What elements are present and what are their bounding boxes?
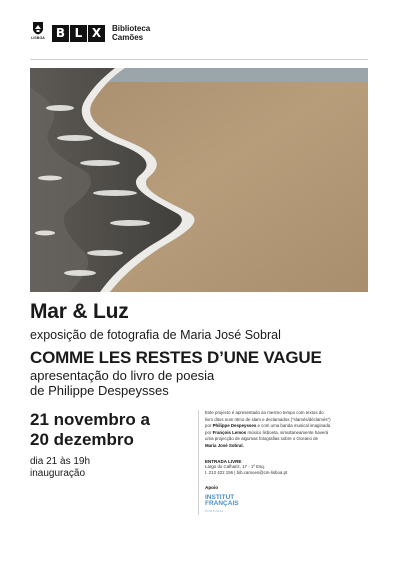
desc-line (205, 423, 370, 430)
library-name-line1: Biblioteca (112, 24, 151, 33)
library-name-line2: Camões (112, 33, 144, 42)
desc-line: Este projecto é apresentado ao mesmo tempo com textos do (205, 410, 324, 415)
institut-francais-logo (205, 495, 370, 515)
desc-text: músico lisboeta, simultaneamente haverá (246, 429, 329, 435)
book-presentation (30, 368, 290, 398)
desc-line (205, 430, 370, 437)
opening-info (30, 456, 90, 480)
exhibition-subtitle: exposição de fotografia de Maria José Sobral (30, 328, 281, 342)
header (30, 20, 150, 46)
dates-line2: 20 dezembro (30, 430, 134, 449)
desc-text: por (205, 423, 213, 429)
project-description (205, 410, 370, 450)
contact: t. 213 422 156 | bib.camoes@cm-lisboa.pt (205, 470, 288, 476)
desc-text: e com uma banda musical imaginada (256, 423, 331, 429)
opening-label: inauguração (30, 468, 86, 479)
blx-letter-l: L (70, 25, 87, 42)
lisboa-crest-icon (32, 21, 44, 35)
blx-logo (52, 25, 106, 42)
desc-text: por (205, 429, 213, 435)
desc-line (205, 443, 370, 450)
institut-line1: INSTITUT (205, 493, 235, 501)
entry-label: ENTRADA LIVRE (205, 458, 242, 464)
desc-line: uma projecção de algumas fotografias sobre o Oceano de (205, 436, 319, 442)
institut-line3: PORTUGAL (205, 508, 224, 513)
exhibition-dates (30, 410, 200, 450)
sea-foam-on-sand-photo (30, 68, 368, 292)
lisboa-logo (30, 21, 46, 45)
library-name (112, 24, 150, 42)
author-name: Philippe Despeysses (212, 423, 257, 429)
book-presentation-line1: apresentação do livro de poesia (30, 368, 215, 383)
blx-letter-x: X (88, 25, 105, 42)
book-title: COMME LES RESTES D’UNE VAGUE (30, 348, 322, 367)
institut-line2: FRANÇAIS (205, 500, 239, 508)
address: Largo do Calhariz, 17 - 1º Esq. (205, 463, 265, 469)
blx-letter-b: B (52, 25, 69, 42)
photographer-name: Maria José Sobral. (205, 442, 244, 448)
exhibition-title: Mar & Luz (30, 300, 129, 323)
opening-time: dia 21 às 19h (30, 456, 91, 467)
sea-foam-photo (30, 68, 368, 292)
book-presentation-line2: de Philippe Despeysses (30, 383, 169, 398)
support-label: Apoio (205, 484, 219, 490)
dates-line1: 21 novembro a (30, 410, 150, 429)
info-column (198, 410, 370, 515)
desc-line: livro ditos num ritmo de slam e declamados ("slamés/déclamés") (205, 416, 331, 422)
header-divider (30, 59, 368, 60)
lisboa-logo-text: LISBOA (31, 36, 45, 40)
musician-name: François Lemos (212, 429, 247, 435)
